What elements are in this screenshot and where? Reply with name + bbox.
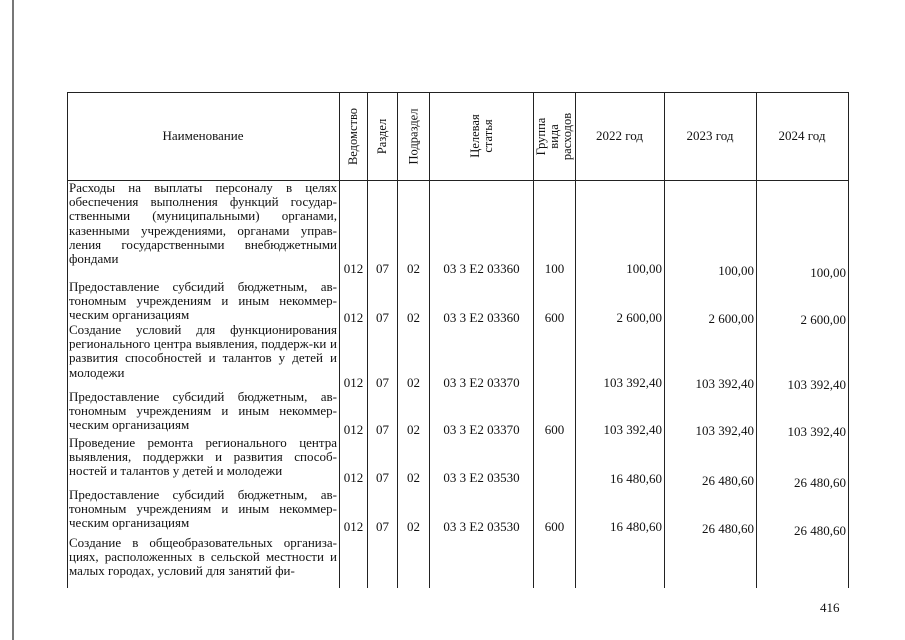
header-podrazdel: Подраздел [406, 108, 420, 164]
row-name: Создание условий для функционирования регионального центра выявления, поддерж-ки и развития способностей и талантов у детей и молодежи [69, 322, 337, 380]
row-value-2023: 26 480,60 [702, 521, 754, 536]
row-value-2022: 16 480,60 [610, 471, 662, 486]
row-ved: 012 [343, 519, 364, 534]
row-podrazdel: 02 [407, 375, 420, 390]
row-value-2023: 103 392,40 [695, 376, 754, 391]
row-statya: 03 3 Е2 03360 [443, 310, 520, 325]
row-ved: 012 [343, 375, 364, 390]
row-ved: 012 [343, 261, 364, 276]
row-razdel: 07 [376, 261, 389, 276]
row-podrazdel: 02 [407, 422, 420, 437]
row-podrazdel: 02 [407, 310, 420, 325]
row-value-2022: 2 600,00 [616, 310, 662, 325]
row-name: Предоставление субсидий бюджетным, ав-тономным учреждениям и иным некоммер-ческим организациям [69, 389, 337, 433]
row-razdel: 07 [376, 310, 389, 325]
header-name: Наименование [162, 128, 244, 143]
binding-edge-line [12, 0, 14, 640]
header-year-2022: 2022 год [596, 128, 643, 143]
row-statya: 03 3 Е2 03360 [443, 261, 520, 276]
row-value-2024: 2 600,00 [800, 312, 846, 327]
row-razdel: 07 [376, 519, 389, 534]
row-value-2024: 100,00 [810, 265, 846, 280]
row-ved: 012 [343, 422, 364, 437]
row-gruppa: 600 [544, 310, 565, 325]
header-razdel: Раздел [375, 118, 390, 154]
header-gruppa-vida-rashodov: Группа вида расходов [534, 112, 575, 160]
row-value-2022: 100,00 [626, 261, 662, 276]
row-gruppa: 600 [544, 422, 565, 437]
row-statya: 03 3 Е2 03370 [443, 422, 520, 437]
row-name: Предоставление субсидий бюджетным, ав-тономным учреждениям и иным некоммер-ческим организациям [69, 279, 337, 323]
row-podrazdel: 02 [407, 261, 420, 276]
header-tselevaya-statya: Целевая статья [467, 114, 495, 158]
row-ved: 012 [343, 470, 364, 485]
row-statya: 03 3 Е2 03370 [443, 375, 520, 390]
row-razdel: 07 [376, 375, 389, 390]
row-statya: 03 3 Е2 03530 [443, 519, 520, 534]
row-value-2022: 103 392,40 [603, 422, 662, 437]
col-border-right [848, 92, 849, 588]
row-value-2023: 2 600,00 [708, 311, 754, 326]
header-year-2023: 2023 год [686, 128, 734, 143]
row-podrazdel: 02 [407, 519, 420, 534]
row-gruppa: 600 [544, 519, 565, 534]
row-podrazdel: 02 [407, 470, 420, 485]
row-ved: 012 [343, 310, 364, 325]
row-value-2022: 16 480,60 [610, 519, 662, 534]
row-gruppa: 100 [544, 261, 565, 276]
row-name: Проведение ремонта регионального центра выявления, поддержки и развития способ-ностей и талантов у детей и молодежи [69, 435, 337, 479]
row-value-2024: 26 480,60 [794, 475, 846, 490]
header-vedomstvo: Ведомство [346, 107, 360, 165]
page-number: 416 [820, 600, 840, 615]
row-value-2023: 103 392,40 [695, 423, 754, 438]
row-value-2024: 103 392,40 [787, 377, 846, 392]
row-name: Создание в общеобразовательных организа-циях, расположенных в сельской местности и малых городах, условий для занятий фи- [69, 535, 337, 579]
header-year-2024: 2024 год [778, 128, 826, 143]
row-name: Расходы на выплаты персоналу в целях обеспечения выполнения функций государ-ственными (муниципальными) органами, казенными учреждениями, органами управ-ления государственными внебюджетными фондами [69, 180, 337, 267]
row-statya: 03 3 Е2 03530 [443, 470, 520, 485]
row-razdel: 07 [376, 470, 389, 485]
row-value-2023: 26 480,60 [702, 473, 754, 488]
row-name: Предоставление субсидий бюджетным, ав-тономным учреждениям и иным некоммер-ческим организациям [69, 487, 337, 531]
row-value-2024: 26 480,60 [794, 523, 846, 538]
row-value-2023: 100,00 [718, 263, 754, 278]
row-razdel: 07 [376, 422, 389, 437]
row-value-2022: 103 392,40 [603, 375, 662, 390]
row-value-2024: 103 392,40 [787, 424, 846, 439]
